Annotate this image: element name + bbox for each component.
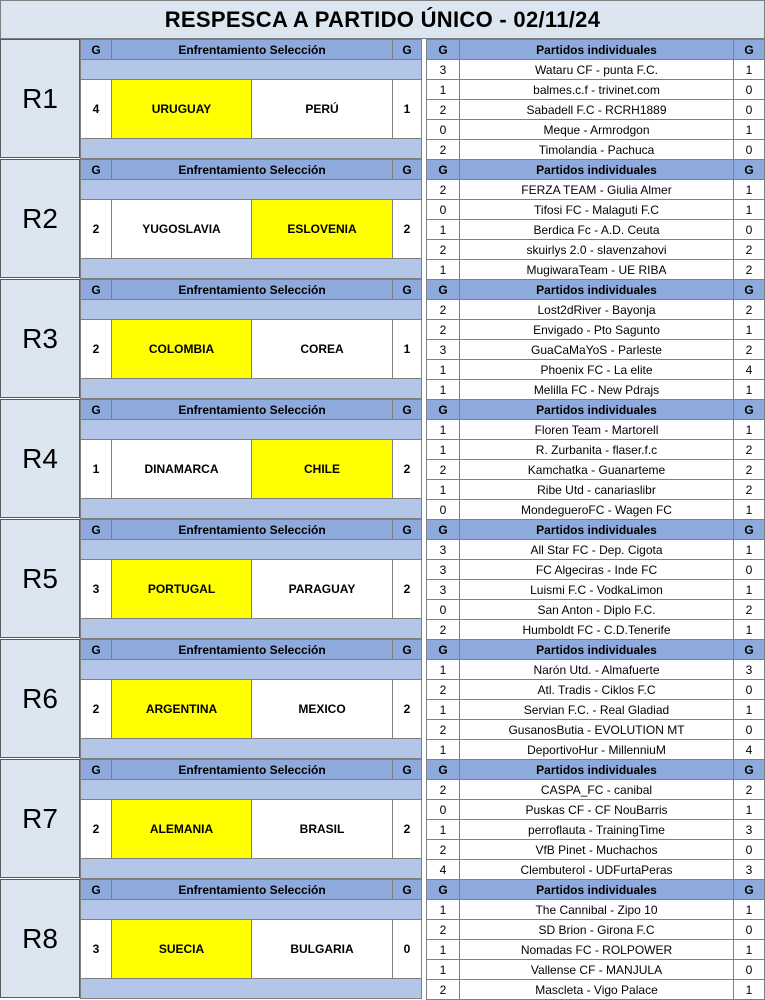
match-home-goals: 0 [426,599,460,620]
match-home-goals: 3 [426,59,460,80]
match-away-goals: 0 [733,219,765,240]
home-team: YUGOSLAVIA [111,199,252,259]
selection-g-header: G [392,399,422,420]
round-label: R7 [0,759,80,878]
individual-header: Partidos individuales [459,39,734,60]
match-away-goals: 0 [733,79,765,100]
band-row [80,978,422,999]
page-title: RESPESCA A PARTIDO ÚNICO - 02/11/24 [0,0,765,39]
away-goals: 1 [392,319,422,379]
match-home-goals: 2 [426,139,460,160]
match-away-goals: 2 [733,439,765,460]
individual-g-header: G [733,639,765,660]
selection-g-header: G [80,519,112,540]
match-teams: Nomadas FC - ROLPOWER [459,939,734,960]
band-row [80,858,422,879]
match-home-goals: 2 [426,719,460,740]
match-home-goals: 1 [426,699,460,720]
selection-header: Enfrentamiento Selección [111,39,393,60]
home-goals: 2 [80,319,112,379]
round-block [0,759,765,879]
match-teams: Atl. Tradis - Ciklos F.C [459,679,734,700]
match-home-goals: 1 [426,259,460,280]
match-away-goals: 1 [733,499,765,520]
match-teams: SD Brion - Girona F.C [459,919,734,940]
home-team: DINAMARCA [111,439,252,499]
selection-g-header: G [392,39,422,60]
match-teams: Luismi F.C - VodkaLimon [459,579,734,600]
band-row [80,899,422,920]
match-away-goals: 1 [733,379,765,400]
match-away-goals: 1 [733,199,765,220]
match-home-goals: 0 [426,199,460,220]
match-teams: Envigado - Pto Sagunto [459,319,734,340]
match-home-goals: 3 [426,579,460,600]
individual-header: Partidos individuales [459,879,734,900]
match-away-goals: 0 [733,919,765,940]
selection-g-header: G [80,39,112,60]
match-home-goals: 2 [426,99,460,120]
selection-header: Enfrentamiento Selección [111,879,393,900]
match-home-goals: 2 [426,779,460,800]
band-row [80,738,422,759]
match-teams: Lost2dRiver - Bayonja [459,299,734,320]
selection-g-header: G [80,159,112,180]
band-row [80,498,422,519]
match-home-goals: 1 [426,479,460,500]
match-teams: Humboldt FC - C.D.Tenerife [459,619,734,640]
match-away-goals: 4 [733,739,765,760]
match-teams: MondegueroFC - Wagen FC [459,499,734,520]
away-goals: 2 [392,679,422,739]
selection-g-header: G [392,159,422,180]
match-home-goals: 1 [426,939,460,960]
match-teams: Phoenix FC - La elite [459,359,734,380]
match-teams: GusanosButia - EVOLUTION MT [459,719,734,740]
selection-g-header: G [392,639,422,660]
round-label: R5 [0,519,80,638]
round-label: R4 [0,399,80,518]
match-home-goals: 2 [426,319,460,340]
match-home-goals: 1 [426,659,460,680]
match-away-goals: 1 [733,939,765,960]
band-row [80,659,422,680]
match-teams: FC Algeciras - Inde FC [459,559,734,580]
match-home-goals: 2 [426,919,460,940]
individual-g-header: G [426,159,460,180]
match-teams: Vallense CF - MANJULA [459,959,734,980]
selection-header: Enfrentamiento Selección [111,519,393,540]
match-home-goals: 2 [426,299,460,320]
band-row [80,779,422,800]
match-home-goals: 1 [426,219,460,240]
individual-header: Partidos individuales [459,159,734,180]
selection-g-header: G [392,879,422,900]
match-teams: perroflauta - TrainingTime [459,819,734,840]
match-teams: Berdica Fc - A.D. Ceuta [459,219,734,240]
match-teams: Meque - Armrodgon [459,119,734,140]
match-away-goals: 2 [733,339,765,360]
round-block [0,639,765,759]
away-goals: 2 [392,199,422,259]
match-teams: VfB Pinet - Muchachos [459,839,734,860]
selection-g-header: G [80,399,112,420]
individual-g-header: G [733,519,765,540]
individual-header: Partidos individuales [459,639,734,660]
match-away-goals: 3 [733,819,765,840]
individual-g-header: G [733,759,765,780]
round-label: R2 [0,159,80,278]
band-row [80,59,422,80]
band-row [80,258,422,279]
selection-g-header: G [392,519,422,540]
match-home-goals: 1 [426,439,460,460]
match-home-goals: 3 [426,559,460,580]
band-row [80,618,422,639]
match-teams: skuirlys 2.0 - slavenzahovi [459,239,734,260]
round-block [0,159,765,279]
selection-header: Enfrentamiento Selección [111,639,393,660]
match-teams: Floren Team - Martorell [459,419,734,440]
match-away-goals: 1 [733,899,765,920]
match-away-goals: 1 [733,799,765,820]
match-home-goals: 4 [426,859,460,880]
match-away-goals: 0 [733,719,765,740]
selection-g-header: G [392,759,422,780]
match-away-goals: 0 [733,139,765,160]
match-home-goals: 3 [426,539,460,560]
match-away-goals: 0 [733,99,765,120]
match-away-goals: 0 [733,959,765,980]
individual-g-header: G [426,759,460,780]
individual-g-header: G [426,879,460,900]
away-team: COREA [251,319,393,379]
match-home-goals: 1 [426,899,460,920]
match-away-goals: 1 [733,179,765,200]
match-away-goals: 0 [733,559,765,580]
match-away-goals: 1 [733,619,765,640]
match-away-goals: 2 [733,459,765,480]
home-goals: 2 [80,199,112,259]
match-home-goals: 2 [426,179,460,200]
match-away-goals: 0 [733,679,765,700]
match-teams: Mascleta - Vigo Palace [459,979,734,1000]
match-teams: GuaCaMaYoS - Parleste [459,339,734,360]
band-row [80,378,422,399]
home-goals: 4 [80,79,112,139]
away-goals: 2 [392,439,422,499]
match-teams: All Star FC - Dep. Cigota [459,539,734,560]
selection-g-header: G [80,759,112,780]
individual-header: Partidos individuales [459,519,734,540]
band-row [80,299,422,320]
match-teams: balmes.c.f - trivinet.com [459,79,734,100]
match-teams: Puskas CF - CF NouBarris [459,799,734,820]
band-row [80,419,422,440]
away-goals: 1 [392,79,422,139]
match-home-goals: 1 [426,379,460,400]
match-teams: CASPA_FC - canibal [459,779,734,800]
match-home-goals: 0 [426,799,460,820]
match-teams: The Cannibal - Zipo 10 [459,899,734,920]
match-home-goals: 2 [426,679,460,700]
band-row [80,179,422,200]
match-teams: Ribe Utd - canariaslibr [459,479,734,500]
home-team: ALEMANIA [111,799,252,859]
match-teams: MugiwaraTeam - UE RIBA [459,259,734,280]
match-away-goals: 2 [733,479,765,500]
match-home-goals: 2 [426,619,460,640]
selection-g-header: G [392,279,422,300]
match-home-goals: 0 [426,119,460,140]
band-row [80,138,422,159]
round-block [0,39,765,159]
away-team: ESLOVENIA [251,199,393,259]
match-home-goals: 2 [426,839,460,860]
match-teams: DeportivoHur - MillenniuM [459,739,734,760]
home-goals: 1 [80,439,112,499]
match-away-goals: 2 [733,239,765,260]
individual-header: Partidos individuales [459,279,734,300]
match-away-goals: 2 [733,779,765,800]
match-home-goals: 1 [426,819,460,840]
match-teams: Melilla FC - New Pdrajs [459,379,734,400]
round-block [0,279,765,399]
individual-g-header: G [733,279,765,300]
match-teams: Timolandia - Pachuca [459,139,734,160]
individual-g-header: G [426,279,460,300]
round-block [0,879,765,999]
match-home-goals: 1 [426,79,460,100]
match-teams: Wataru CF - punta F.C. [459,59,734,80]
individual-g-header: G [733,39,765,60]
match-teams: San Anton - Diplo F.C. [459,599,734,620]
match-home-goals: 1 [426,359,460,380]
match-away-goals: 3 [733,859,765,880]
home-team: ARGENTINA [111,679,252,739]
match-home-goals: 2 [426,459,460,480]
away-team: BRASIL [251,799,393,859]
selection-g-header: G [80,279,112,300]
match-teams: Servian F.C. - Real Gladiad [459,699,734,720]
match-away-goals: 2 [733,599,765,620]
individual-g-header: G [733,159,765,180]
match-away-goals: 1 [733,699,765,720]
home-team: URUGUAY [111,79,252,139]
match-teams: Narón Utd. - Almafuerte [459,659,734,680]
match-teams: FERZA TEAM - Giulia Almer [459,179,734,200]
match-home-goals: 2 [426,979,460,1000]
selection-header: Enfrentamiento Selección [111,399,393,420]
match-away-goals: 2 [733,299,765,320]
away-team: CHILE [251,439,393,499]
match-teams: Tifosi FC - Malaguti F.C [459,199,734,220]
away-team: PERÚ [251,79,393,139]
selection-header: Enfrentamiento Selección [111,759,393,780]
individual-g-header: G [733,399,765,420]
match-away-goals: 1 [733,579,765,600]
round-label: R6 [0,639,80,758]
away-goals: 2 [392,559,422,619]
selection-header: Enfrentamiento Selección [111,279,393,300]
selection-header: Enfrentamiento Selección [111,159,393,180]
match-home-goals: 1 [426,959,460,980]
individual-g-header: G [426,639,460,660]
match-away-goals: 1 [733,539,765,560]
match-home-goals: 2 [426,239,460,260]
individual-g-header: G [733,879,765,900]
home-goals: 2 [80,799,112,859]
match-away-goals: 1 [733,419,765,440]
home-team: COLOMBIA [111,319,252,379]
band-row [80,539,422,560]
away-goals: 0 [392,919,422,979]
match-away-goals: 2 [733,259,765,280]
home-goals: 2 [80,679,112,739]
match-away-goals: 3 [733,659,765,680]
selection-g-header: G [80,879,112,900]
individual-g-header: G [426,399,460,420]
match-away-goals: 1 [733,59,765,80]
match-away-goals: 0 [733,839,765,860]
away-goals: 2 [392,799,422,859]
round-label: R8 [0,879,80,998]
away-team: MEXICO [251,679,393,739]
individual-g-header: G [426,39,460,60]
match-teams: Sabadell F.C - RCRH1889 [459,99,734,120]
home-team: SUECIA [111,919,252,979]
match-home-goals: 0 [426,499,460,520]
match-away-goals: 1 [733,979,765,1000]
match-home-goals: 3 [426,339,460,360]
home-team: PORTUGAL [111,559,252,619]
round-label: R1 [0,39,80,158]
individual-header: Partidos individuales [459,399,734,420]
match-away-goals: 1 [733,119,765,140]
match-away-goals: 4 [733,359,765,380]
individual-g-header: G [426,519,460,540]
match-away-goals: 1 [733,319,765,340]
selection-g-header: G [80,639,112,660]
match-teams: R. Zurbanita - flaser.f.c [459,439,734,460]
away-team: PARAGUAY [251,559,393,619]
match-teams: Clembuterol - UDFurtaPeras [459,859,734,880]
match-home-goals: 1 [426,419,460,440]
round-block [0,519,765,639]
individual-header: Partidos individuales [459,759,734,780]
round-block [0,399,765,519]
home-goals: 3 [80,559,112,619]
away-team: BULGARIA [251,919,393,979]
match-home-goals: 1 [426,739,460,760]
match-teams: Kamchatka - Guanarteme [459,459,734,480]
home-goals: 3 [80,919,112,979]
round-label: R3 [0,279,80,398]
